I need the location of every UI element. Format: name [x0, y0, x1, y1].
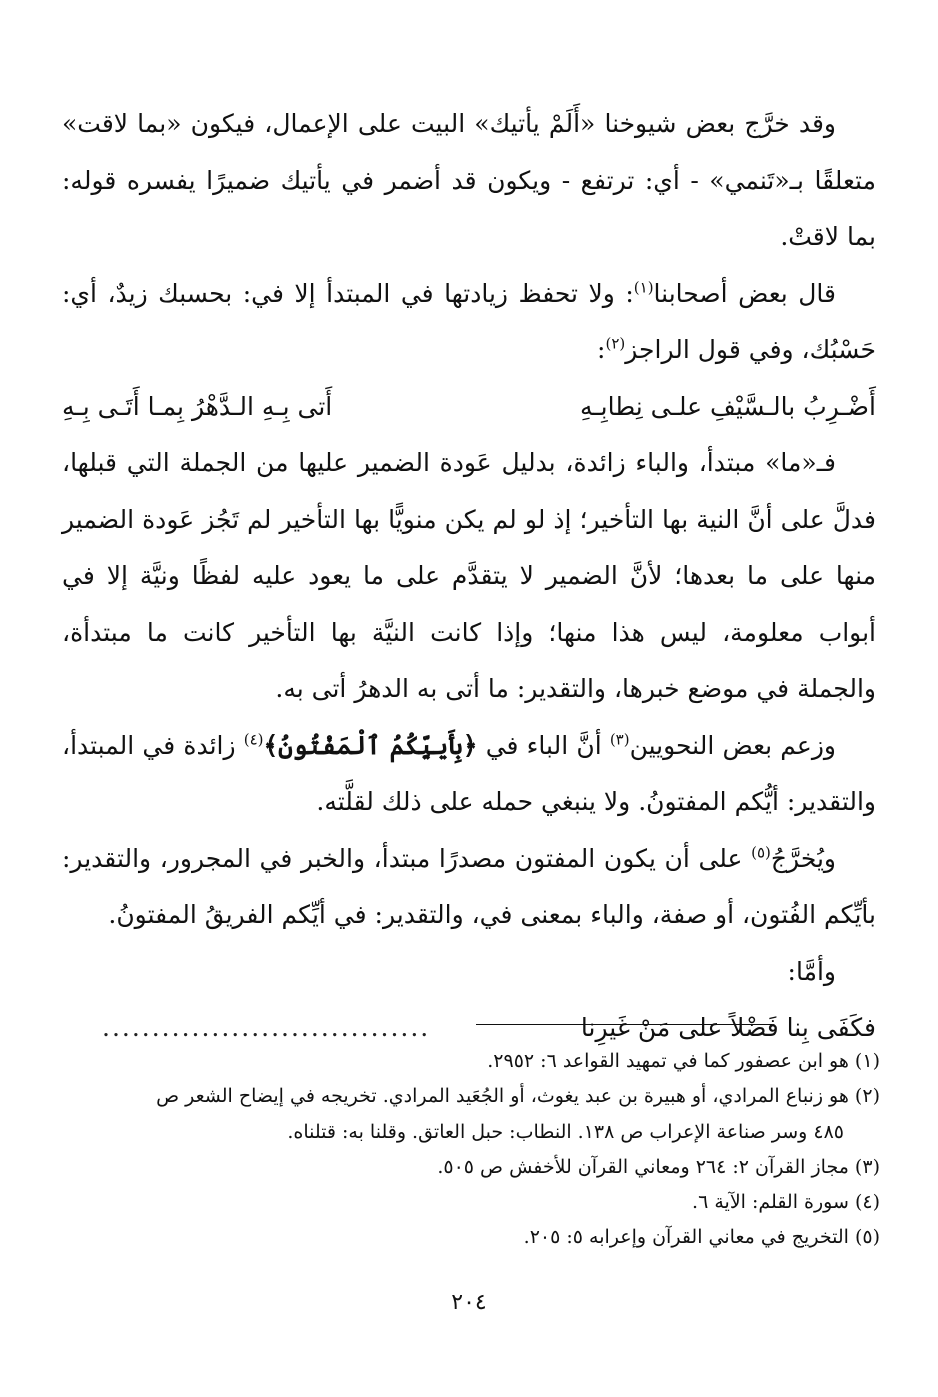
page-number: ٢٠٤	[451, 1290, 487, 1315]
paragraph-5-text-c: زائدة في المبتدأ، والتقدير: أيُّكم المفتونُ. ولا ينبغي حمله على ذلك لقلَّته.	[62, 730, 876, 816]
footnote-ref-3[interactable]: (٣)	[609, 730, 630, 749]
footnote-2-continuation: ٤٨٥ وسر صناعة الإعراب ص ١٣٨. النطاب: حبل العاتق. وقلنا به: قتلناه.	[287, 1120, 844, 1143]
paragraph-4	[62, 435, 876, 718]
paragraph-2-text-c: :	[597, 335, 606, 364]
footnote-ref-1[interactable]: (١)	[633, 278, 654, 297]
paragraph-1-text: وقد خرَّج بعض شيوخنا «أَلَمْ يأتيك» البيت على الإعمال، فيكون «بما لاقت» متعلقًا بـ«تَنمي» - أي: ترتفع - ويكون قد أضمر في يأتيك ضميرًا يفسره قوله: بما لاقتْ.	[62, 109, 876, 251]
verse-2-ellipsis: .................................	[102, 1013, 431, 1042]
paragraph-5	[62, 718, 876, 831]
paragraph-2	[62, 266, 876, 379]
paragraph-5-text-b: أنَّ الباء في	[477, 730, 610, 760]
footnote-3: (٣) مجاز القرآن ٢: ٢٦٤ ومعاني القرآن للأخفش ص ٥٠٥.	[437, 1155, 880, 1178]
paragraph-5-text-a: وزعم بعض النحويين	[629, 730, 836, 760]
paragraph-7	[62, 944, 876, 1001]
footnote-1: (١) هو ابن عصفور كما في تمهيد القواعد ٦: ٢٩٥٢.	[487, 1050, 880, 1072]
paragraph-6-text-a: ويُخرَّجُ	[770, 843, 836, 873]
paragraph-4-text: فـ«ما» مبتدأ، والباء زائدة، بدليل عَودة الضمير عليها من الجملة التي قبلها، فدلَّ على أنَّ النية بها التأخير؛ إذ لو لم يكن منويًّا بها التأخير لم تَجُز عَودة الضمير منها على ما بعدها؛ لأنَّ الضمير لا يتقدَّم على ما يعود عليه لفظًا ونيَّة إلا في أبواب معلومة، ليس هذا منها؛ وإذا كانت النيَّة بها التأخير كانت ما مبتدأة، والجملة في موضع خبرها، والتقدير: ما أتى به الدهرُ أتى به.	[62, 448, 876, 703]
quran-verse: ﴿بِأَييِّكُمُ ٱلْمَفْتُونُ﴾	[263, 730, 478, 760]
footnote-ref-5[interactable]: (٥)	[751, 843, 771, 862]
main-text	[62, 96, 876, 1057]
footnote-5: (٥) التخريج في معاني القرآن وإعرابه ٥: ٢٠٥.	[523, 1226, 880, 1249]
paragraph-1	[62, 96, 876, 266]
footnote-ref-4[interactable]: (٤)	[243, 730, 264, 749]
paragraph-6-text-b: على أن يكون المفتون مصدرًا مبتدأ، والخبر في المجرور، والتقدير: بأيِّكم الفُتون، أو صفة، والباء بمعنى في، والتقدير: في أيِّكم الفريقُ المفتونُ.	[62, 843, 876, 929]
paragraph-2-text-b: : ولا تحفظ زيادتها في المبتدأ إلا في: بحسبك زيدٌ، أي: حَسْبُك، وفي قول الراجز	[62, 278, 876, 364]
footnotes	[62, 1044, 880, 1256]
footnote-4: (٤) سورة القلم: الآية ٦.	[692, 1191, 880, 1214]
paragraph-6	[62, 831, 876, 944]
paragraph-7-text: وأمَّا:	[787, 956, 836, 986]
verse-2-first-hemistich: فكَفَى بِنا فَضْلاً على مَنْ غَيرِنا	[580, 1013, 876, 1042]
verse-1-first-hemistich: أَضْـرِبُ بالـسَّيْفِ علـى نِطابِـهِ	[579, 391, 876, 421]
paragraph-2-text-a: قال بعض أصحابنا	[653, 278, 836, 308]
verse-1	[62, 379, 876, 436]
footnote-ref-2[interactable]: (٢)	[605, 334, 626, 353]
footnote-separator	[476, 1024, 772, 1025]
footnote-2: (٢) هو زنباع المرادي، أو هبيرة بن عبد يغوث، أو الجُعَيد المرادي. تخريجه في إيضاح الشعر ص	[156, 1085, 880, 1108]
verse-1-second-hemistich: أَتى بِـهِ الـدَّهْرُ بِمـا أَتَـى بِـهِ	[62, 391, 333, 421]
